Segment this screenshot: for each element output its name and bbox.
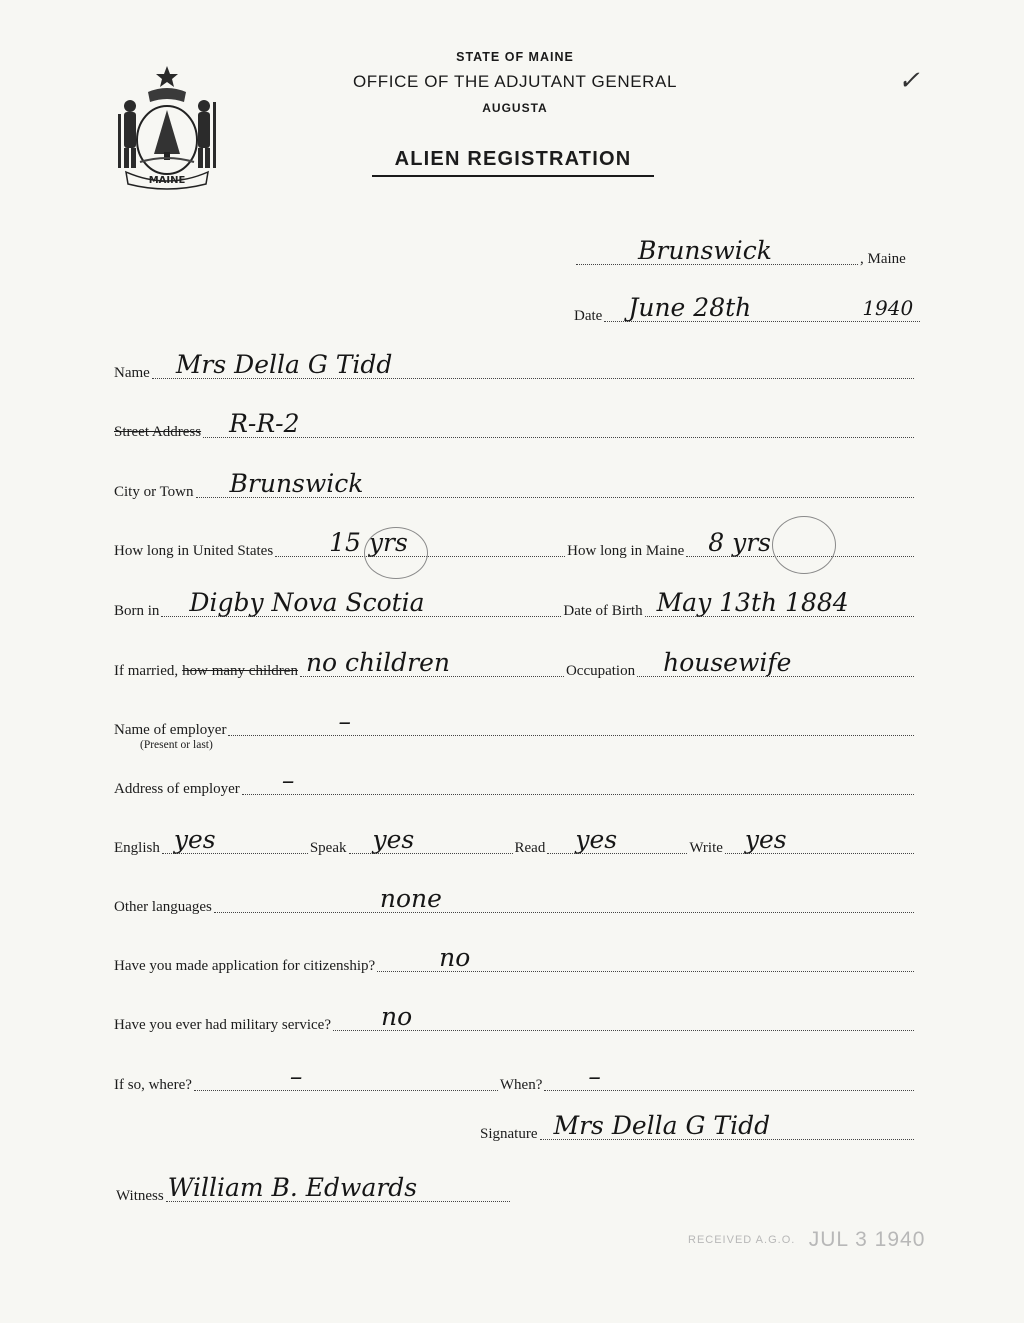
employer-field[interactable] xyxy=(228,707,914,736)
children-label: how many children xyxy=(182,663,298,679)
name-label: Name xyxy=(114,365,150,381)
city-field[interactable] xyxy=(196,469,914,498)
english-label: English xyxy=(114,840,160,856)
stamp-date: JUL 3 1940 xyxy=(808,1228,926,1251)
name-value: Mrs Della G Tidd xyxy=(175,350,393,379)
where-field[interactable] xyxy=(194,1062,498,1091)
name-field[interactable] xyxy=(152,350,914,379)
military-field[interactable] xyxy=(333,1002,914,1031)
office-heading: OFFICE OF THE ADJUTANT GENERAL xyxy=(352,72,678,91)
signature-label: Signature xyxy=(480,1126,538,1142)
where-value: – xyxy=(289,1062,303,1091)
street-field[interactable] xyxy=(203,409,914,438)
other-languages-value: none xyxy=(379,884,442,913)
write-value: yes xyxy=(744,825,787,854)
other-languages-field[interactable] xyxy=(214,884,914,913)
us-value: 15 yrs xyxy=(329,528,408,557)
dob-label: Date of Birth xyxy=(563,603,643,619)
street-label: Street Address xyxy=(114,424,202,440)
place-value: Brunswick xyxy=(638,236,772,265)
read-value: yes xyxy=(575,825,618,854)
svg-text:MAINE: MAINE xyxy=(148,175,186,186)
signature-field[interactable] xyxy=(540,1111,915,1140)
date-field[interactable] xyxy=(604,293,920,322)
date-row xyxy=(574,293,934,326)
born-value: Digby Nova Scotia xyxy=(189,588,425,617)
other-languages-row xyxy=(114,884,916,917)
military-value: no xyxy=(381,1002,413,1031)
employer-address-field[interactable] xyxy=(242,766,914,795)
married-label: If married, xyxy=(114,663,179,679)
street-row xyxy=(114,409,916,442)
witness-label: Witness xyxy=(116,1188,164,1204)
employer-sub-label: (Present or last) xyxy=(140,739,213,751)
children-field[interactable] xyxy=(300,648,564,677)
read-field[interactable] xyxy=(547,825,687,854)
write-label: Write xyxy=(689,840,723,856)
employer-address-value: – xyxy=(281,766,295,795)
signature-row xyxy=(480,1111,916,1144)
stamp-agency: RECEIVED A.G.O. xyxy=(688,1234,796,1246)
where-label: If so, where? xyxy=(114,1077,192,1093)
form-title: ALIEN REGISTRATION xyxy=(372,148,654,177)
speak-value: yes xyxy=(372,825,415,854)
speak-field[interactable] xyxy=(349,825,513,854)
place-suffix-label: , Maine xyxy=(860,251,906,267)
occupation-field[interactable] xyxy=(637,648,914,677)
read-label: Read xyxy=(514,840,546,856)
citizenship-value: no xyxy=(439,943,471,972)
maine-circle-mark xyxy=(772,516,836,574)
english-field[interactable] xyxy=(162,825,308,854)
born-field[interactable] xyxy=(161,588,561,617)
witness-row xyxy=(116,1173,512,1206)
write-field[interactable] xyxy=(725,825,914,854)
place-field[interactable] xyxy=(576,236,858,265)
english-value: yes xyxy=(173,825,216,854)
citizenship-field[interactable] xyxy=(377,943,914,972)
street-value: R-R-2 xyxy=(229,409,300,438)
other-languages-label: Other languages xyxy=(114,899,212,915)
date-value: June 28th xyxy=(628,293,752,322)
check-mark-icon: ✓ xyxy=(898,66,920,96)
birth-row xyxy=(114,588,916,621)
occupation-value: housewife xyxy=(663,648,792,677)
state-heading: STATE OF MAINE xyxy=(456,50,574,64)
city-value: Brunswick xyxy=(229,469,364,498)
children-value: no children xyxy=(305,648,450,677)
maine-state-seal-icon xyxy=(112,62,222,190)
born-label: Born in xyxy=(114,603,160,619)
maine-label: How long in Maine xyxy=(567,543,685,559)
occupation-label: Occupation xyxy=(565,663,636,679)
citizenship-label: Have you made application for citizenship? xyxy=(114,958,376,974)
us-circle-mark xyxy=(364,527,428,579)
date-label: Date xyxy=(574,308,603,324)
speak-label: Speak xyxy=(309,840,347,856)
citizenship-row xyxy=(114,943,916,976)
military-detail-row xyxy=(114,1062,916,1095)
city-heading: AUGUSTA xyxy=(482,101,548,115)
city-label: City or Town xyxy=(114,484,194,500)
when-field[interactable] xyxy=(544,1062,914,1091)
military-row xyxy=(114,1002,916,1035)
name-row xyxy=(114,350,916,383)
city-row xyxy=(114,469,916,502)
language-row xyxy=(114,825,916,858)
employer-address-row xyxy=(114,766,916,799)
when-label: When? xyxy=(499,1077,543,1093)
dob-field[interactable] xyxy=(645,588,914,617)
witness-field[interactable] xyxy=(166,1173,510,1202)
employer-row xyxy=(114,707,916,740)
signature-value: Mrs Della G Tidd xyxy=(553,1111,771,1140)
received-stamp xyxy=(688,1228,925,1252)
place-row xyxy=(574,236,916,269)
date-year-value: 1940 xyxy=(862,296,914,320)
employer-value: – xyxy=(338,707,351,736)
family-row xyxy=(114,648,916,681)
dob-value: May 13th 1884 xyxy=(656,588,849,617)
maine-value: 8 yrs xyxy=(708,528,771,557)
us-label: How long in United States xyxy=(114,543,274,559)
when-value: – xyxy=(588,1062,601,1091)
military-label: Have you ever had military service? xyxy=(114,1017,331,1033)
employer-label: Name of employer xyxy=(114,722,227,738)
witness-value: William B. Edwards xyxy=(167,1173,418,1202)
employer-address-label: Address of employer xyxy=(114,781,240,797)
